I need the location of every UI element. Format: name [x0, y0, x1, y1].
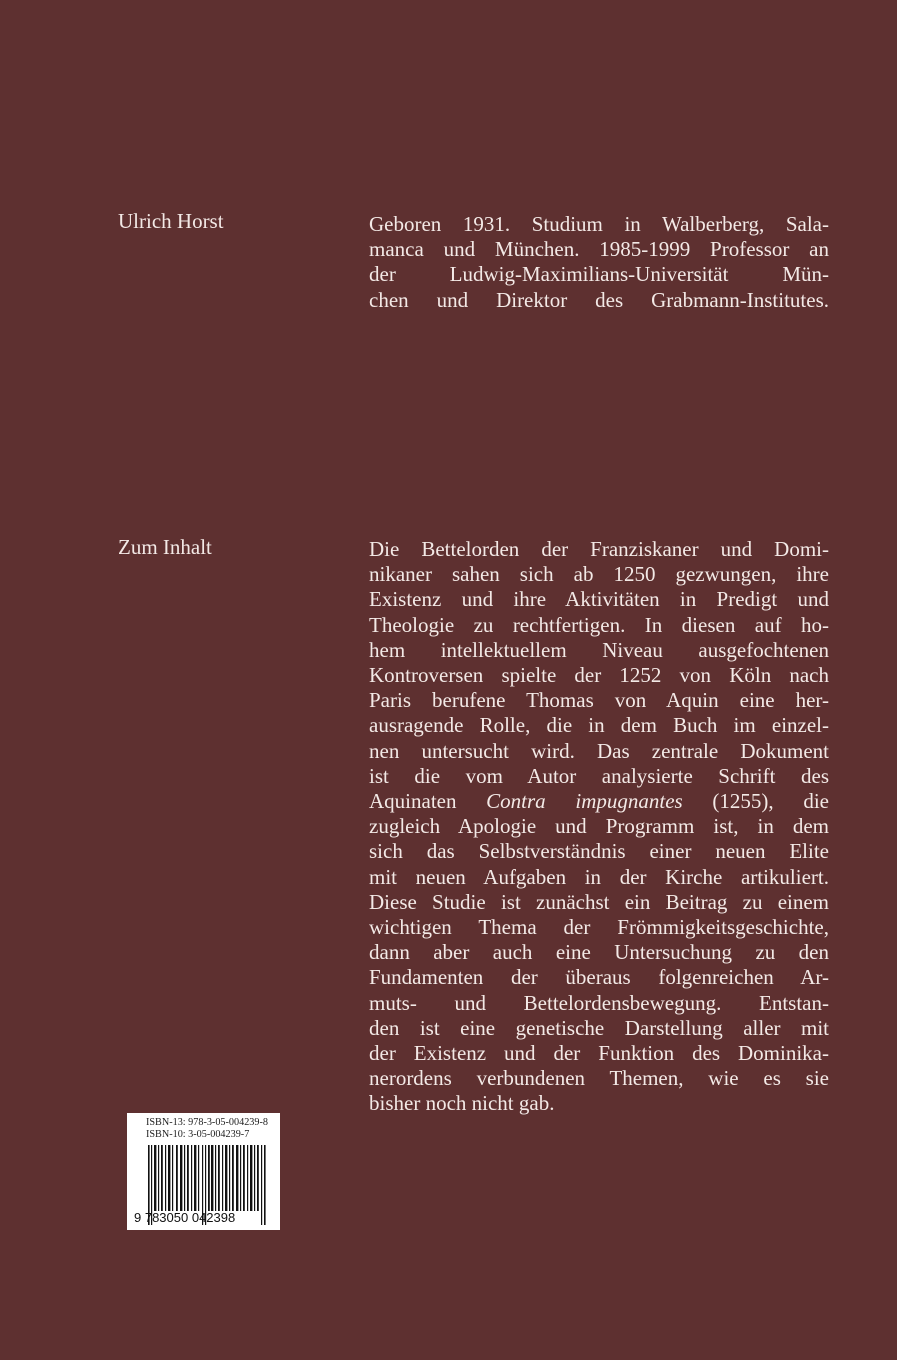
- content-line: Existenz und ihre Aktivitäten in Predigt und: [369, 587, 829, 612]
- content-line: ist die vom Autor analysierte Schrift des: [369, 763, 829, 788]
- content-line: der Existenz und der Funktion des Dominika-: [369, 1041, 829, 1066]
- author-bio: [369, 212, 829, 313]
- content-line: Die Bettelorden der Franziskaner und Domi-: [369, 537, 829, 561]
- content-line: Kontroversen spielte der 1252 von Köln nach: [369, 663, 829, 688]
- text-segment: Aquinaten: [369, 789, 487, 814]
- content-line: dann aber auch eine Untersuchung zu den: [369, 940, 829, 965]
- content-line: hem intellektuellem Niveau ausgefochtenen: [369, 637, 829, 662]
- book-title: Contra impugnantes: [486, 789, 683, 814]
- barcode-digits: 9 783050 042398: [134, 1210, 236, 1225]
- content-line: nen untersucht wird. Das zentrale Dokument: [369, 738, 829, 763]
- content-line: bisher noch nicht gab.: [369, 1091, 555, 1116]
- content-line: nikaner sahen sich ab 1250 gezwungen, ihre: [369, 562, 829, 587]
- content-line: wichtigen Thema der Frömmigkeitsgeschichte,: [369, 915, 829, 940]
- content-line: ausragende Rolle, die in dem Buch im einzel-: [369, 713, 829, 738]
- content-line: mit neuen Aufgaben in der Kirche artikuliert.: [369, 864, 829, 889]
- content-line: nerordens verbundenen Themen, wie es sie: [369, 1066, 829, 1091]
- content-description: [369, 537, 829, 1117]
- content-line: den ist eine genetische Darstellung aller mit: [369, 1015, 829, 1040]
- content-line: Fundamenten der überaus folgenreichen Ar-: [369, 965, 829, 990]
- content-line-with-title: [369, 789, 829, 814]
- isbn13-text: ISBN-13: 978-3-05-004239-8: [146, 1117, 268, 1128]
- content-heading: Zum Inhalt: [118, 535, 212, 559]
- content-line: sich das Selbstverständnis einer neuen Elite: [369, 839, 829, 864]
- isbn10-text: ISBN-10: 3-05-004239-7: [146, 1129, 250, 1140]
- content-line: Theologie zu rechtfertigen. In diesen auf ho-: [369, 612, 829, 637]
- bio-line: manca und München. 1985-1999 Professor an: [369, 237, 829, 262]
- bio-line: der Ludwig-Maximilians-Universität Mün-: [369, 262, 829, 287]
- content-line: zugleich Apologie und Programm ist, in dem: [369, 814, 829, 839]
- content-line: Diese Studie ist zunächst ein Beitrag zu einem: [369, 889, 829, 914]
- bio-line: chen und Direktor des Grabmann-Institutes.: [369, 287, 829, 312]
- bio-line: Geboren 1931. Studium in Walberberg, Sala-: [369, 212, 829, 236]
- isbn-barcode-box: [127, 1113, 280, 1230]
- author-name: Ulrich Horst: [118, 209, 224, 233]
- content-line: muts- und Bettelordensbewegung. Entstan-: [369, 990, 829, 1015]
- text-segment: (1255), die: [682, 789, 829, 814]
- content-line: Paris berufene Thomas von Aquin eine her-: [369, 688, 829, 713]
